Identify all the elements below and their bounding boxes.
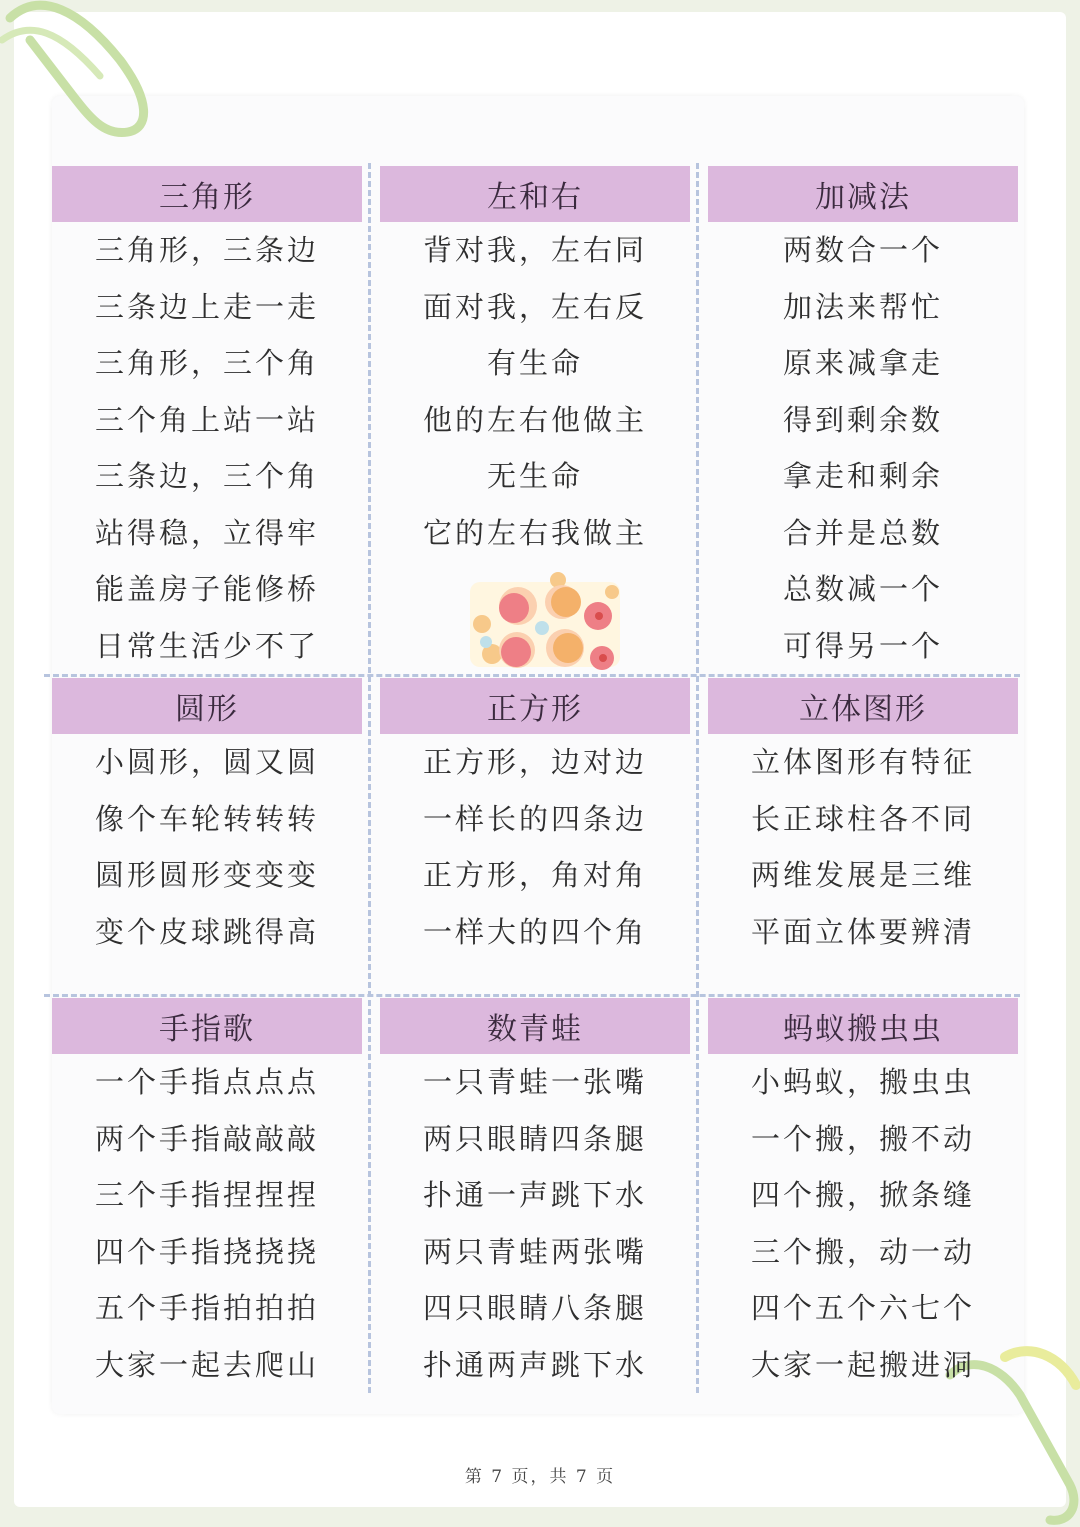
- rhyme-line: 两数合一个: [782, 233, 943, 267]
- rhyme-line: 大家一起去爬山: [94, 1347, 319, 1382]
- section-title: 加减法: [708, 166, 1018, 222]
- rhyme-line: 他的左右他做主: [422, 402, 647, 437]
- rhyme-lines: [52, 1054, 362, 1393]
- section-title: 正方形: [380, 678, 690, 734]
- rhyme-line: 四个搬，掀条缝: [750, 1178, 975, 1212]
- section-title: 数青蛙: [380, 998, 690, 1054]
- rhyme-line: 面对我，左右反: [422, 289, 647, 324]
- rhyme-line: 长正球柱各不同: [750, 801, 975, 836]
- rhyme-line: 两只眼睛四条腿: [422, 1121, 647, 1156]
- row-divider: [44, 994, 1020, 997]
- rhyme-lines: [380, 1054, 690, 1393]
- section-title: 圆形: [52, 678, 362, 734]
- rhyme-line: 三角形，三个角: [94, 346, 319, 380]
- rhyme-line: 背对我，左右同: [422, 233, 647, 267]
- rhyme-line: 原来减拿走: [782, 346, 943, 380]
- rhyme-line: 一样长的四条边: [422, 801, 647, 836]
- rhyme-line: 一样大的四个角: [422, 914, 647, 949]
- section-circle: [52, 678, 362, 960]
- rhyme-lines: [380, 734, 690, 960]
- rhyme-line: 三条边上走一走: [94, 289, 319, 324]
- rhyme-line: 一只青蛙一张嘴: [422, 1065, 647, 1099]
- rhyme-line: 正方形，角对角: [422, 858, 647, 892]
- rhyme-lines: [708, 222, 1018, 674]
- section-solid-shapes: [708, 678, 1018, 960]
- rhyme-line: 三个搬，动一动: [750, 1234, 975, 1269]
- rhyme-line: 一个手指点点点: [94, 1065, 319, 1099]
- flower-sticker-icon: [462, 562, 632, 672]
- rhyme-line: 变个皮球跳得高: [94, 914, 319, 949]
- section-ants-carry-bug: [708, 998, 1018, 1393]
- section-title: 立体图形: [708, 678, 1018, 734]
- section-count-frogs: [380, 998, 690, 1393]
- rhyme-line: 四只眼睛八条腿: [422, 1291, 647, 1325]
- rhyme-line: 两只青蛙两张嘴: [422, 1234, 647, 1269]
- rhyme-line: 平面立体要辨清: [750, 914, 975, 949]
- rhyme-line: 三角形，三条边: [94, 233, 319, 267]
- rhyme-line: 能盖房子能修桥: [94, 572, 319, 606]
- rhyme-line: 有生命: [486, 346, 583, 380]
- rhyme-line: 两维发展是三维: [750, 858, 975, 892]
- section-left-right: [380, 166, 690, 561]
- rhyme-line: 三个角上站一站: [94, 402, 319, 437]
- rhyme-line: 三条边，三个角: [94, 459, 319, 493]
- rhyme-line: 加法来帮忙: [782, 289, 943, 324]
- rhyme-line: 日常生活少不了: [94, 628, 319, 663]
- rhyme-lines: [380, 222, 690, 561]
- section-triangle: [52, 166, 362, 674]
- rhyme-line: 得到剩余数: [782, 402, 943, 437]
- rhyme-line: 四个五个六七个: [750, 1291, 975, 1325]
- section-title: 手指歌: [52, 998, 362, 1054]
- rhyme-line: 小圆形，圆又圆: [94, 745, 319, 779]
- rhyme-line: 两个手指敲敲敲: [94, 1121, 319, 1156]
- rhyme-line: 小蚂蚁，搬虫虫: [750, 1065, 975, 1099]
- rhyme-line: 拿走和剩余: [782, 459, 943, 493]
- rhyme-line: 扑通两声跳下水: [422, 1347, 647, 1382]
- section-title: 左和右: [380, 166, 690, 222]
- section-title: 蚂蚁搬虫虫: [708, 998, 1018, 1054]
- rhyme-line: 大家一起搬进洞: [750, 1347, 975, 1382]
- rhyme-line: 圆形圆形变变变: [94, 858, 319, 892]
- rhyme-line: 它的左右我做主: [422, 515, 647, 550]
- rhyme-line: 总数减一个: [782, 572, 943, 606]
- page-number: 第 7 页，共 7 页: [464, 1467, 616, 1487]
- rhyme-line: 站得稳，立得牢: [94, 515, 319, 550]
- rhyme-line: 四个手指挠挠挠: [94, 1234, 319, 1269]
- rhyme-line: 一个搬，搬不动: [750, 1121, 975, 1156]
- rhyme-lines: [708, 1054, 1018, 1393]
- column-divider: [368, 163, 371, 1393]
- rhyme-line: 三个手指捏捏捏: [94, 1178, 319, 1212]
- rhyme-line: 立体图形有特征: [750, 745, 975, 779]
- section-square: [380, 678, 690, 960]
- column-divider: [696, 163, 699, 1393]
- rhyme-line: 可得另一个: [782, 628, 943, 663]
- rhyme-line: 无生命: [486, 459, 583, 493]
- paper-clip-top-left: [0, 0, 170, 150]
- rhyme-line: 扑通一声跳下水: [422, 1178, 647, 1212]
- rhyme-line: 五个手指拍拍拍: [94, 1291, 319, 1325]
- rhyme-line: 像个车轮转转转: [94, 801, 319, 836]
- row-divider: [44, 674, 1020, 677]
- rhyme-lines: [52, 734, 362, 960]
- section-title: 三角形: [52, 166, 362, 222]
- rhyme-lines: [52, 222, 362, 674]
- section-add-subtract: [708, 166, 1018, 674]
- rhyme-line: 正方形，边对边: [422, 745, 647, 779]
- rhyme-lines: [708, 734, 1018, 960]
- section-finger-song: [52, 998, 362, 1393]
- rhyme-line: 合并是总数: [782, 515, 943, 550]
